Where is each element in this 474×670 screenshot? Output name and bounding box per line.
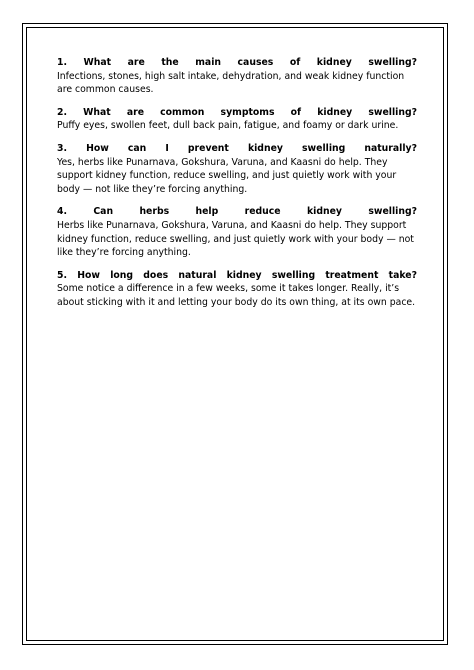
faq-answer: Puffy eyes, swollen feet, dull back pain, fatigue, and foamy or dark urine. (57, 120, 399, 132)
faq-answer: Infections, stones, high salt intake, dehydration, and weak kidney function are common causes. (57, 70, 405, 96)
faq-answer: Yes, herbs like Punarnava, Gokshura, Varuna, and Kaasni do help. They support kidney function, reduce swelling, and just quietly work with your body — not like they’re forcing anything. (57, 156, 397, 195)
faq-question: 5. How long does natural kidney swelling treatment take? (57, 269, 417, 281)
faq-item (57, 106, 417, 133)
faq-question: 1. What are the main causes of kidney swelling? (57, 57, 417, 68)
faq-item (57, 142, 417, 196)
faq-answer: Some notice a difference in a few weeks, some it takes longer. Really, it’s about sticking with it and letting your body do its own thing, at its own pace. (57, 283, 416, 308)
faq-list (57, 56, 417, 319)
faq-question: 2. What are common symptoms of kidney swelling? (57, 106, 417, 118)
faq-item (57, 205, 417, 259)
faq-question: 3. How can I prevent kidney swelling naturally? (57, 142, 417, 154)
faq-item (57, 56, 417, 97)
faq-item (57, 269, 417, 310)
faq-question: 4. Can herbs help reduce kidney swelling? (57, 206, 417, 218)
faq-answer: Herbs like Punarnava, Gokshura, Varuna, and Kaasni do help. They support kidney function, reduce swelling, and just quietly work with your body — not like they’re forcing anything. (57, 219, 414, 259)
